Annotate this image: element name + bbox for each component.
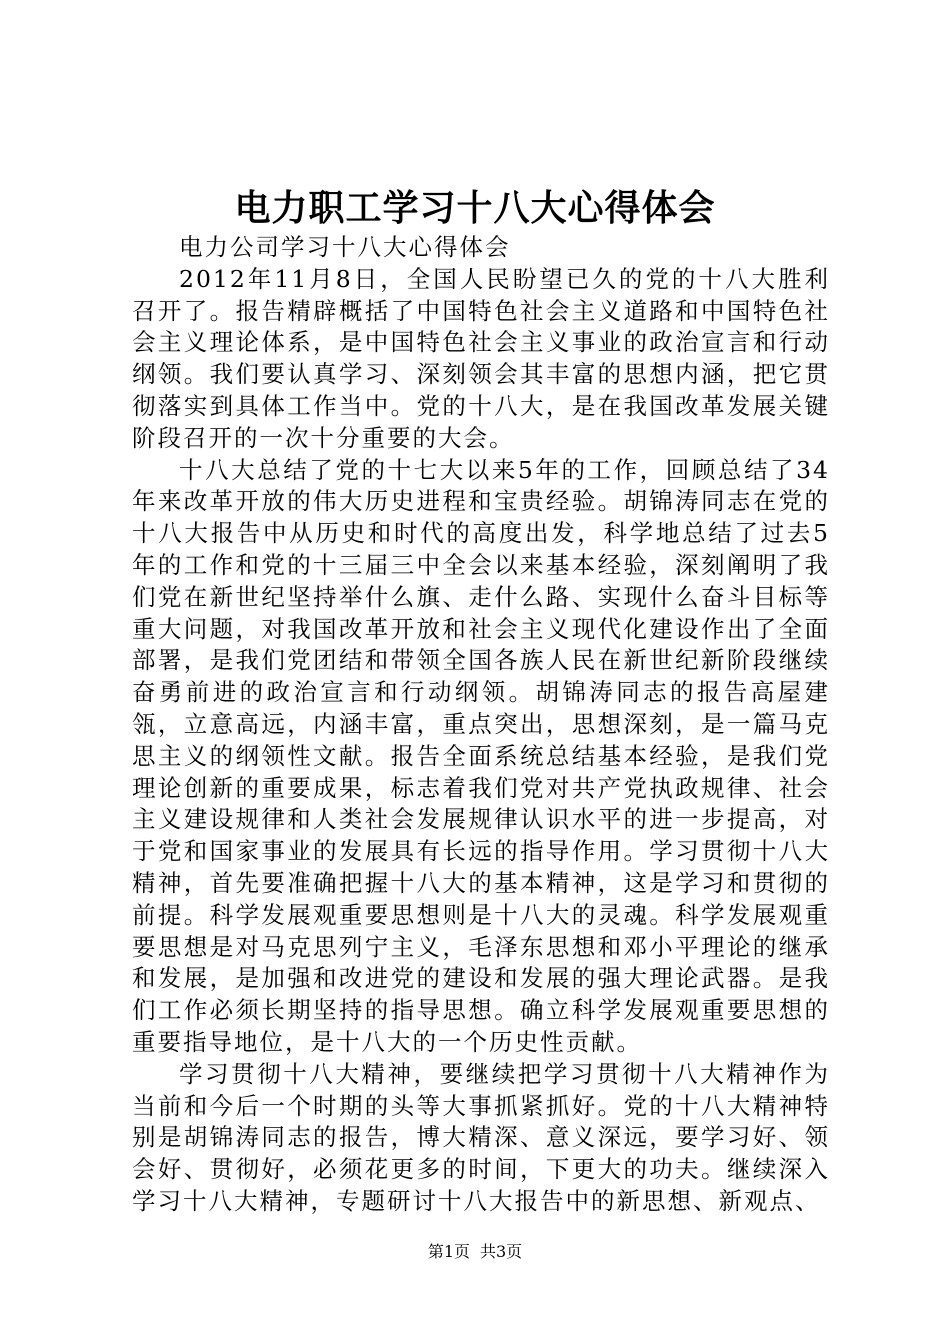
subtitle-paragraph: 电力公司学习十八大心得体会 — [179, 233, 511, 261]
document-title: 电力职工学习十八大心得体会 — [234, 187, 716, 229]
body-paragraph: 2012年11月8日，全国人民盼望已久的党的十八大胜利召开了。报告精辟概括了中国特色社会主义道路和中国特色社会主义理论体系，是中国特色社会主义事业的政治宣言和行动纲领。我们要认真学习、深刻领会其丰富的思想内涵，把它贯彻落实到具体工作当中。党的十八大，是在我国改革发展关键阶段召开的一次十分重要的大会。 — [132, 264, 830, 452]
body-paragraph: 十八大总结了党的十七大以来5年的工作，回顾总结了34年来改革开放的伟大历史进程和宝贵经验。胡锦涛同志在党的十八大报告中从历史和时代的高度出发，科学地总结了过去5年的工作和党的十三届三中全会以来基本经验，深刻阐明了我们党在新世纪坚持举什么旗、走什么路、实现什么奋斗目标等重大问题，对我国改革开放和社会主义现代化建设作出了全面部署，是我们党团结和带领全国各族人民在新世纪新阶段继续奋勇前进的政治宣言和行动纲领。胡锦涛同志的报告高屋建瓴，立意高远，内涵丰富，重点突出，思想深刻，是一篇马克思主义的纲领性文献。报告全面系统总结基本经验，是我们党理论创新的重要成果，标志着我们党对共产党执政规律、社会主义建设规律和人类社会发展规律认识水平的进一步提高，对于党和国家事业的发展具有长远的指导作用。学习贯彻十八大精神，首先要准确把握十八大的基本精神，这是学习和贯彻的前提。科学发展观重要思想则是十八大的灵魂。科学发展观重要思想是对马克思列宁主义，毛泽东思想和邓小平理论的继承和发展，是加强和改进党的建设和发展的强大理论武器。是我们工作必须长期坚持的指导思想。确立科学发展观重要思想的重要指导地位，是十八大的一个历史性贡献。 — [132, 455, 830, 1056]
body-paragraph: 学习贯彻十八大精神，要继续把学习贯彻十八大精神作为当前和今后一个时期的头等大事抓紧抓好。党的十八大精神特别是胡锦涛同志的报告，博大精深、意义深远，要学习好、领会好、贯彻好，必须花更多的时间，下更大的功夫。继续深入学习十八大精神，专题研讨十八大报告中的新思想、新观点、 — [132, 1059, 830, 1215]
page-footer — [0, 1241, 950, 1263]
page-number: 第1页 — [427, 1242, 470, 1261]
page-total: 共3页 — [480, 1242, 523, 1261]
document-body — [132, 232, 830, 1218]
